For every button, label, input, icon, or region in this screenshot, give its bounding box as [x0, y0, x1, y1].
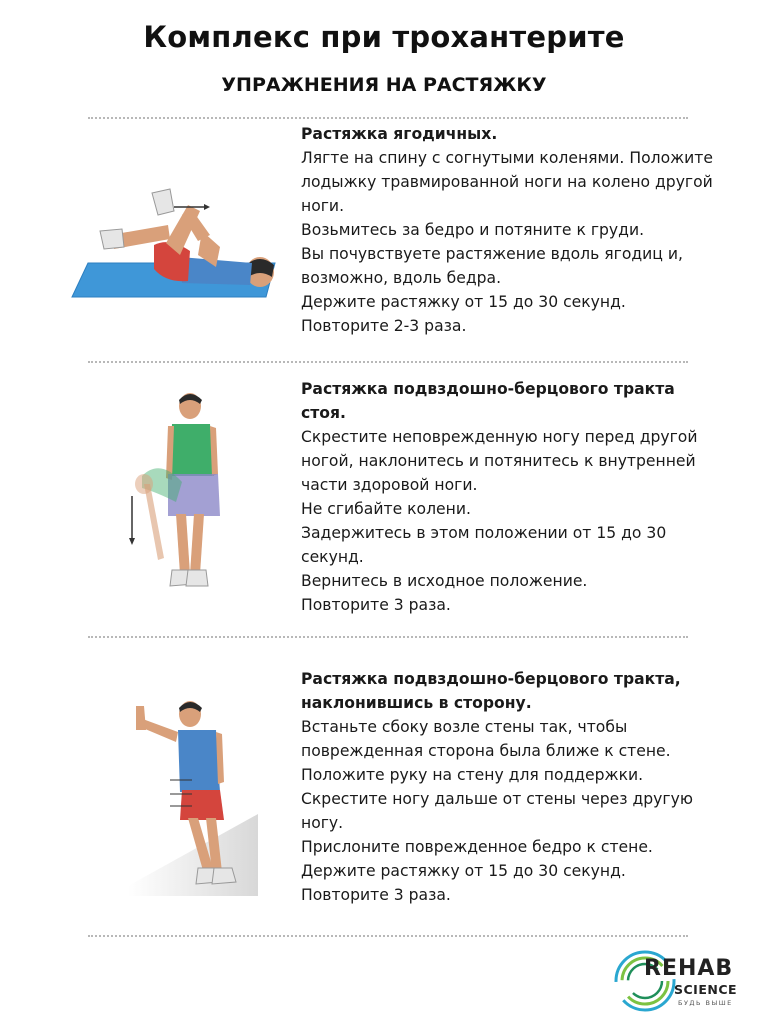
exercise-2-line: ногой, наклонитесь и потянитесь к внутренней [301, 452, 696, 470]
page-subtitle: УПРАЖНЕНИЯ НА РАСТЯЖКУ [221, 74, 547, 96]
exercise-3-heading: наклонившись в сторону. [301, 694, 532, 712]
exercise-2-line: секунд. [301, 548, 364, 566]
exercise-2-heading: стоя. [301, 404, 346, 422]
logo-tagline-text: БУДЬ ВЫШЕ [678, 999, 733, 1007]
side-lean-it-band-stretch-illustration [118, 696, 268, 896]
exercise-3-line: Прислоните поврежденное бедро к стене. [301, 838, 653, 856]
exercise-1-line: Повторите 2-3 раза. [301, 317, 467, 335]
exercise-2-line: Скрестите неповрежденную ногу перед другой [301, 428, 698, 446]
exercise-2-line: части здоровой ноги. [301, 476, 478, 494]
exercise-1 [301, 122, 751, 338]
exercise-1-line: Вы почувствуете растяжение вдоль ягодиц и, [301, 245, 683, 263]
exercise-2-line: Повторите 3 раза. [301, 596, 451, 614]
exercise-2-heading: Растяжка подвздошно-берцового тракта [301, 380, 675, 398]
exercise-3-heading: Растяжка подвздошно-берцового тракта, [301, 670, 681, 688]
exercise-3-line: ногу. [301, 814, 344, 832]
exercise-2-line: Вернитесь в исходное положение. [301, 572, 588, 590]
logo-brand-text: REHAB [644, 956, 734, 981]
exercise-2 [301, 377, 751, 617]
exercise-1-line: возможно, вдоль бедра. [301, 269, 502, 287]
glute-stretch-illustration [70, 185, 290, 305]
standing-it-band-stretch-illustration [120, 388, 240, 598]
exercise-3-line: Повторите 3 раза. [301, 886, 451, 904]
exercise-3-line: поврежденная сторона была ближе к стене. [301, 742, 671, 760]
exercise-1-line: лодыжку травмированной ноги на колено другой [301, 173, 713, 191]
rehab-science-logo [612, 948, 752, 1014]
exercise-2-line: Не сгибайте колени. [301, 500, 471, 518]
logo-science-text: SCIENCE [674, 982, 738, 997]
exercise-1-line: ноги. [301, 197, 345, 215]
divider-1 [88, 361, 688, 363]
exercise-1-line: Возьмитесь за бедро и потяните к груди. [301, 221, 645, 239]
divider-top [88, 117, 688, 119]
divider-2 [88, 636, 688, 638]
exercise-1-heading: Растяжка ягодичных. [301, 125, 498, 143]
exercise-3-line: Встаньте сбоку возле стены так, чтобы [301, 718, 628, 736]
page-title: Комплекс при трохантерите [143, 20, 625, 54]
exercise-3 [301, 667, 751, 907]
exercise-3-line: Держите растяжку от 15 до 30 секунд. [301, 862, 626, 880]
exercise-3-line: Скрестите ногу дальше от стены через другую [301, 790, 693, 808]
exercise-1-line: Лягте на спину с согнутыми коленями. Положите [301, 149, 713, 167]
exercise-2-line: Задержитесь в этом положении от 15 до 30 [301, 524, 667, 542]
exercise-1-line: Держите растяжку от 15 до 30 секунд. [301, 293, 626, 311]
divider-bottom [88, 935, 688, 937]
exercise-3-line: Положите руку на стену для поддержки. [301, 766, 644, 784]
